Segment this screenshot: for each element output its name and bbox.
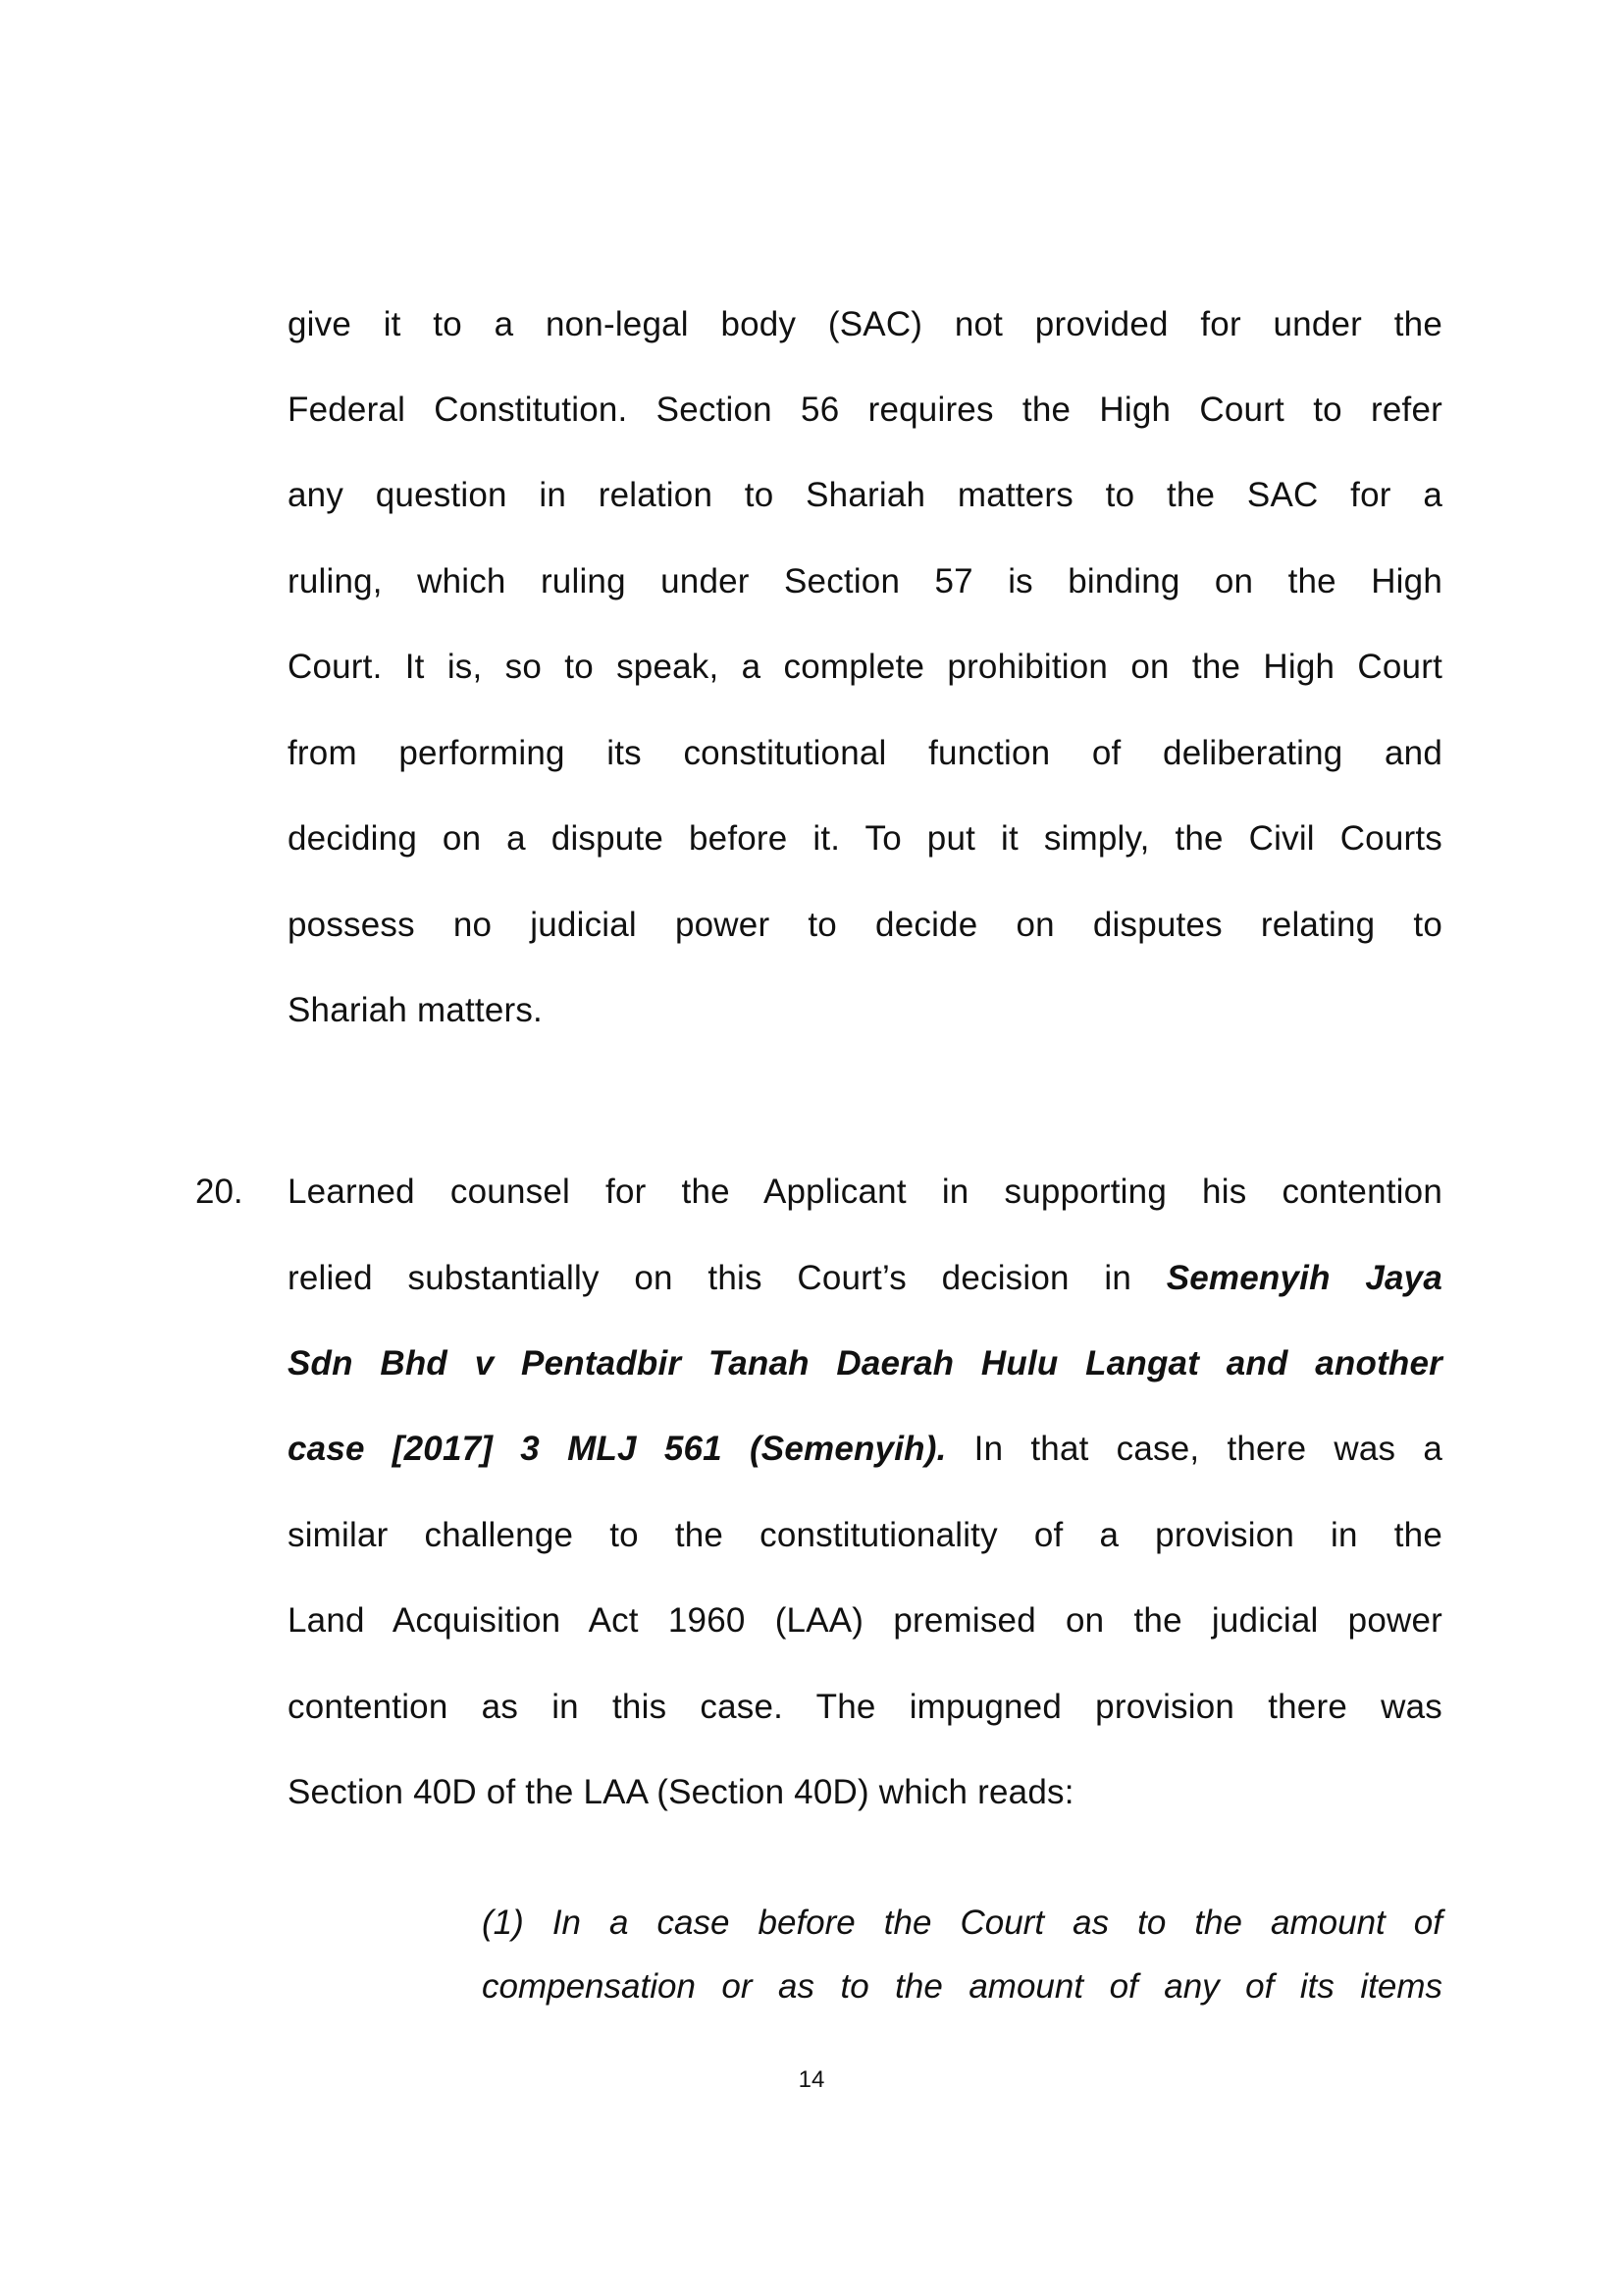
text-line: give it to a non-legal body (SAC) not provided for under the [288,305,1442,343]
text-line: any question in relation to Shariah matters to the SAC for a [288,476,1442,514]
case-citation: Sdn Bhd v Pentadbir Tanah Daerah Hulu Langat and another [288,1344,1442,1383]
text-line: Learned counsel for the Applicant in supporting his contention [288,1173,1442,1211]
text-line: contention as in this case. The impugned provision there was [288,1688,1442,1726]
text-line [288,1257,1442,1300]
text-line: from performing its constitutional function of deliberating and [288,734,1442,772]
text-line: Section 40D of the LAA (Section 40D) which reads: [288,1773,1074,1811]
text-line: similar challenge to the constitutionality of a provision in the [288,1516,1442,1554]
text-line: ruling, which ruling under Section 57 is binding on the High [288,562,1442,600]
text-span: In that case, there was a [946,1430,1443,1468]
quote-line: (1) In a case before the Court as to the amount of [482,1904,1442,1942]
text-span: relied substantially on this Court’s decision in [288,1259,1167,1297]
text-line: Shariah matters. [288,991,543,1029]
text-line: Land Acquisition Act 1960 (LAA) premised on the judicial power [288,1601,1442,1640]
text-line: possess no judicial power to decide on disputes relating to [288,906,1442,944]
text-line: deciding on a dispute before it. To put it simply, the Civil Courts [288,819,1442,858]
case-citation: Semenyih Jaya [1166,1259,1442,1297]
page-number: 14 [798,2066,825,2093]
text-line: Federal Constitution. Section 56 requires the High Court to refer [288,391,1442,429]
case-citation: case [2017] 3 MLJ 561 (Semenyih). [288,1430,947,1468]
text-line: Court. It is, so to speak, a complete prohibition on the High Court [288,648,1442,686]
paragraph-number: 20. [195,1173,243,1211]
quote-line: compensation or as to the amount of any of its items [482,1967,1442,2006]
text-line [288,1428,1442,1471]
